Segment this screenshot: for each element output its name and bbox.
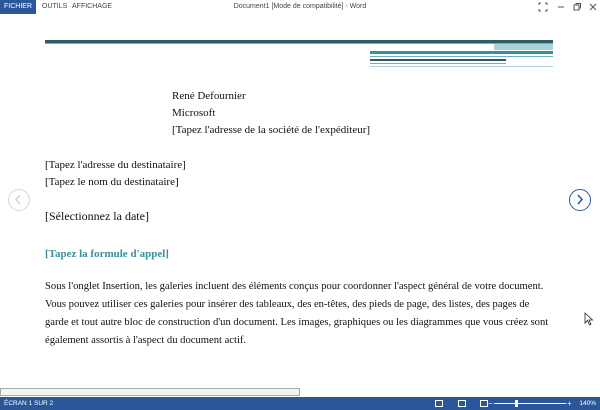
- zoom-in-button[interactable]: +: [567, 399, 572, 408]
- salutation-field[interactable]: [Tapez la formule d'appel]: [45, 248, 169, 260]
- date-field[interactable]: [Sélectionnez la date]: [45, 209, 149, 223]
- tab-affichage[interactable]: AFFICHAGE: [72, 3, 113, 10]
- mouse-cursor-icon: [584, 312, 594, 331]
- next-page-button[interactable]: [569, 189, 591, 211]
- horizontal-scrollbar[interactable]: [0, 388, 300, 396]
- status-bar: [0, 397, 600, 410]
- tab-outils[interactable]: OUTILS: [42, 3, 68, 10]
- page-indicator[interactable]: ÉCRAN 1 SUR 2: [4, 400, 54, 407]
- close-icon[interactable]: [586, 0, 600, 14]
- chevron-left-icon: [9, 190, 28, 209]
- title-bar: [0, 0, 600, 14]
- zoom-slider-thumb[interactable]: [515, 400, 518, 407]
- restore-icon[interactable]: [570, 0, 584, 14]
- zoom-level[interactable]: 140%: [579, 400, 596, 407]
- chevron-right-icon: [570, 190, 589, 209]
- recipient-block[interactable]: [45, 157, 186, 191]
- tab-fichier[interactable]: FICHIER: [0, 0, 36, 14]
- print-layout-icon[interactable]: [458, 400, 466, 407]
- sender-block[interactable]: [172, 88, 370, 139]
- fullscreen-icon[interactable]: [536, 0, 550, 14]
- read-mode-icon[interactable]: [435, 400, 443, 407]
- recipient-name[interactable]: [Tapez le nom du destinataire]: [45, 176, 179, 188]
- sender-company[interactable]: Microsoft: [172, 107, 216, 119]
- sender-address[interactable]: [Tapez l'adresse de la société de l'expéditeur]: [172, 124, 371, 136]
- previous-page-button[interactable]: [8, 189, 30, 211]
- zoom-out-button[interactable]: −: [488, 399, 493, 408]
- window-title: Document1 [Mode de compatibilité] - Word: [233, 3, 367, 10]
- minimize-icon[interactable]: [554, 0, 568, 14]
- web-layout-icon[interactable]: [480, 400, 488, 407]
- body-paragraph[interactable]: Sous l'onglet Insertion, les galeries incluent des éléments conçus pour coordonner l'aspect général de votre document. Vous pouvez utiliser ces galeries pour insérer des tableaux, des en-têtes, des pieds de page, des listes, des pages de garde et tout autre bloc de construction d'un document. Les images, graphiques ou les diagrammes que vous créez sont également assortis à l'aspect du document actif.: [45, 281, 549, 346]
- recipient-address[interactable]: [Tapez l'adresse du destinataire]: [45, 159, 186, 171]
- zoom-slider-track[interactable]: [494, 403, 566, 404]
- sender-name[interactable]: René Defournier: [172, 90, 246, 102]
